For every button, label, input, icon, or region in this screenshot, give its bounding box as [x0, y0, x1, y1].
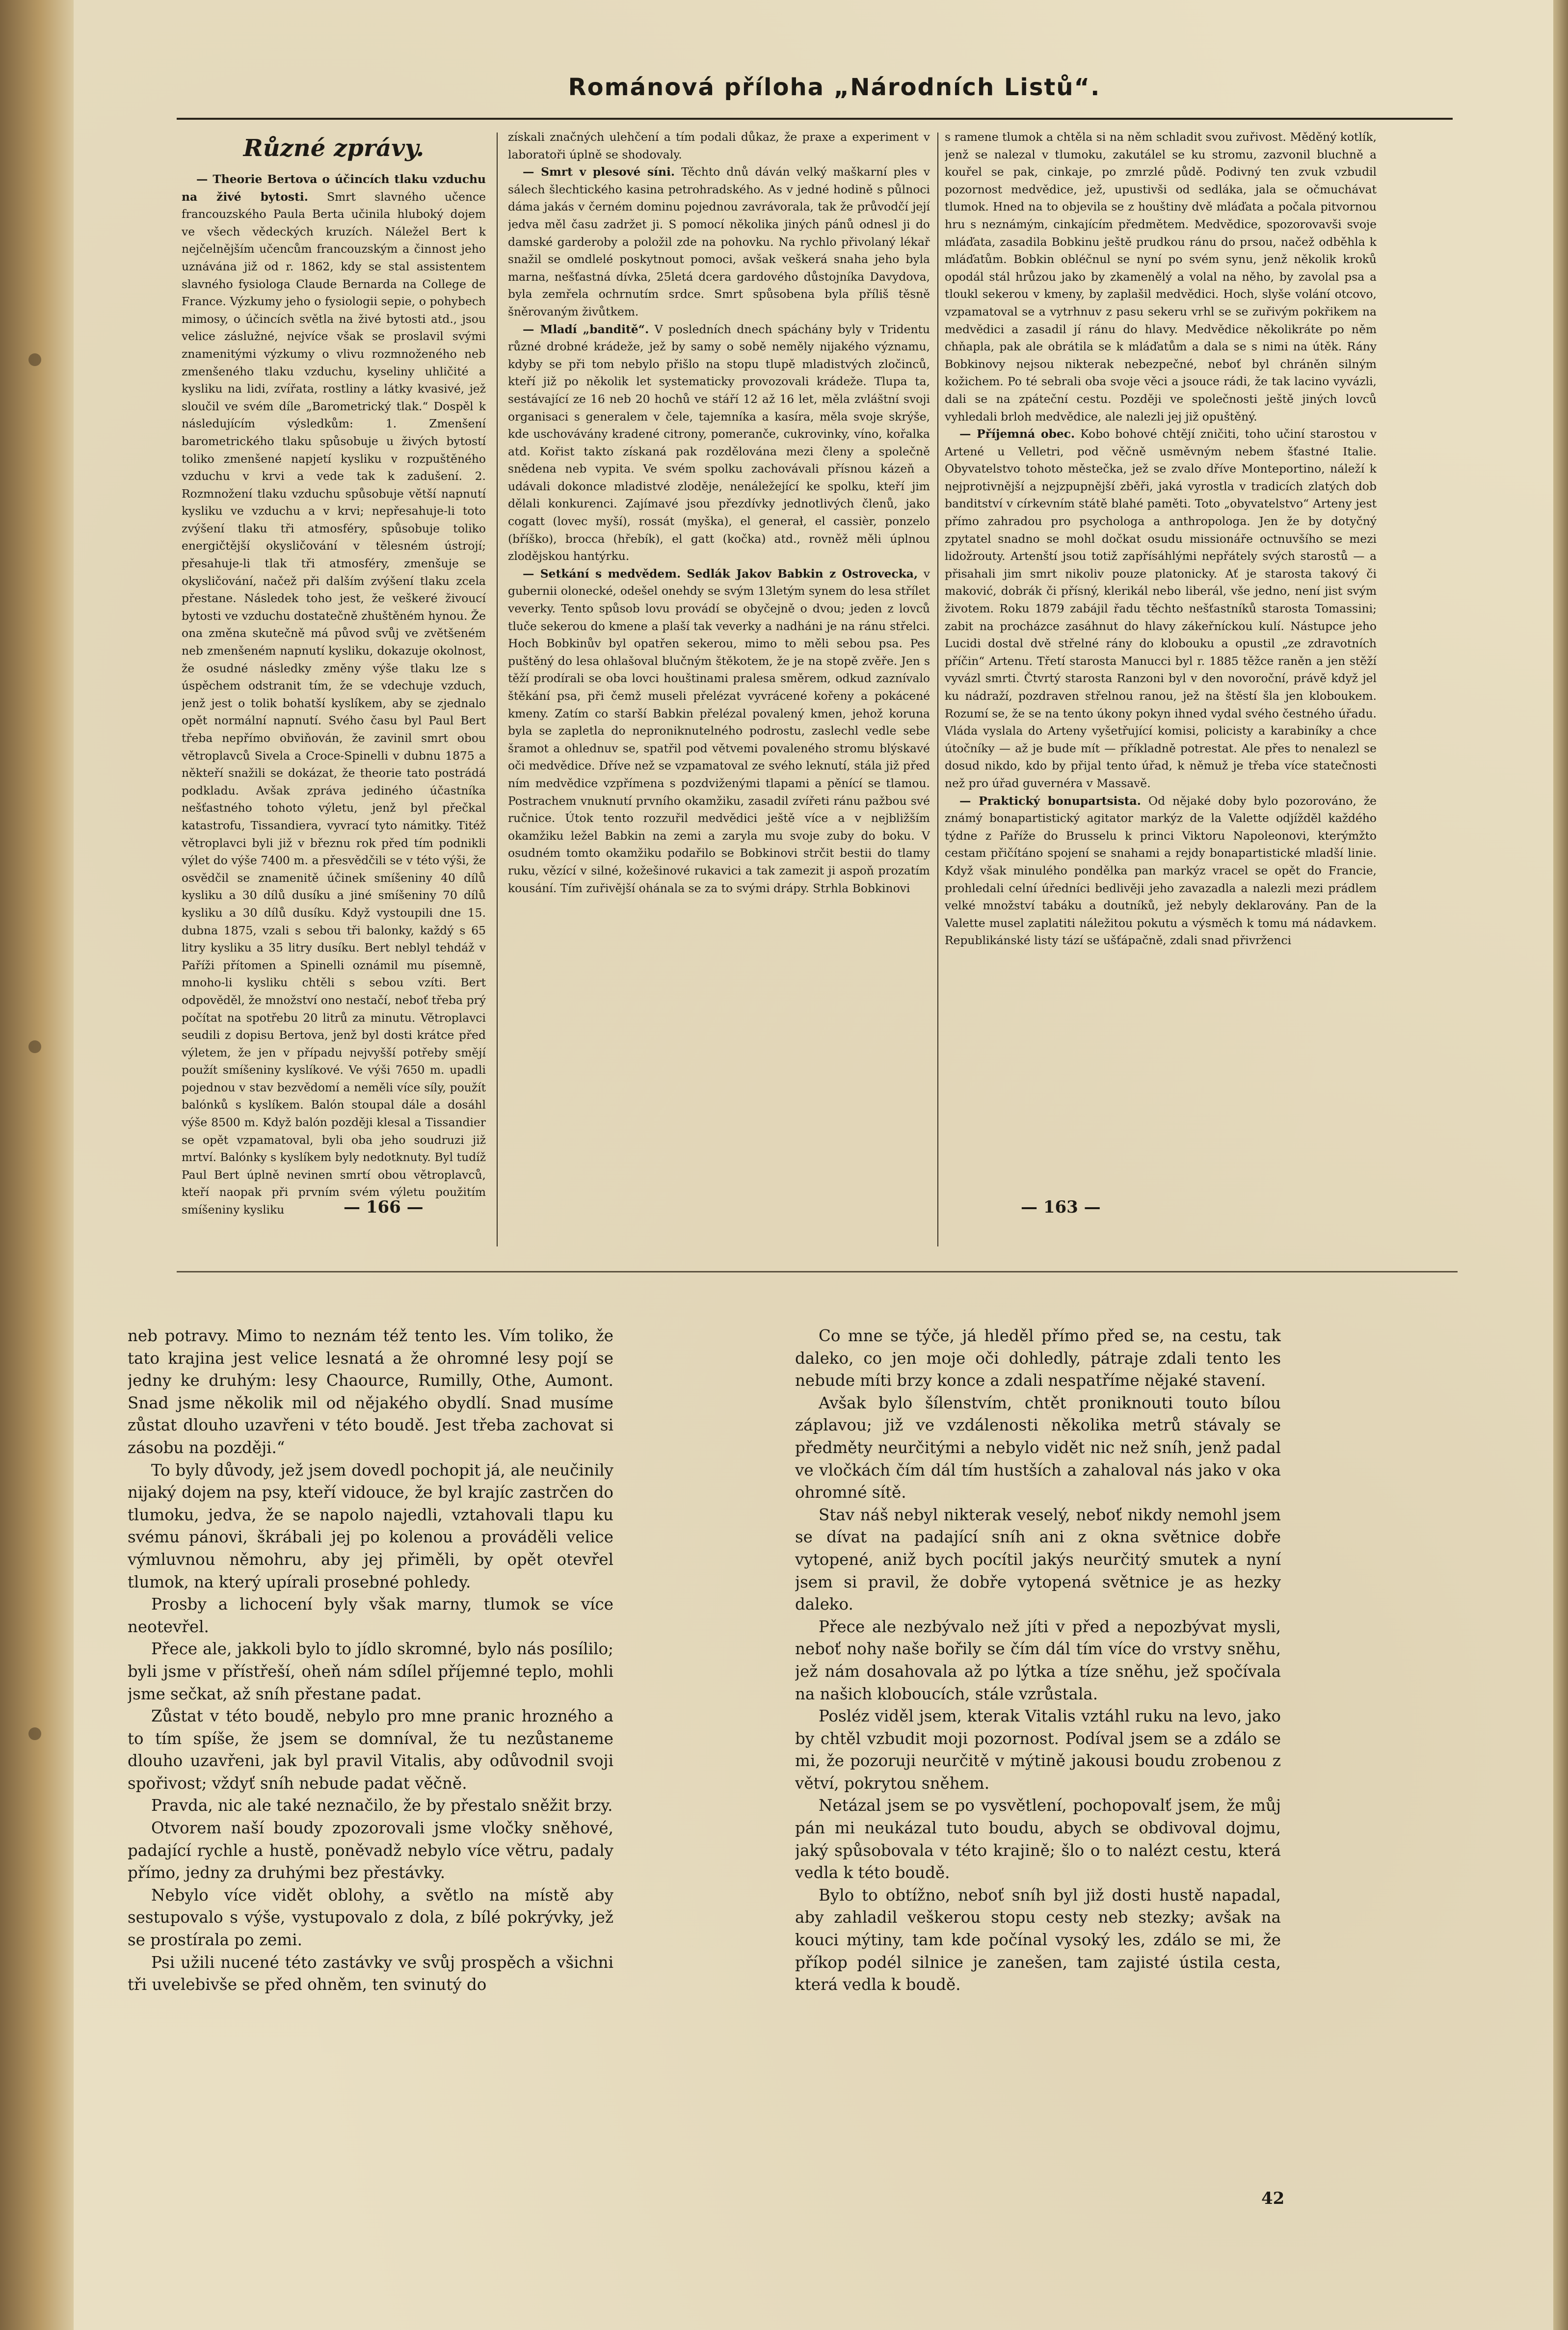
news-item: [508, 321, 930, 565]
page-binding-edge: [0, 0, 74, 2330]
header-rule: [177, 118, 1453, 120]
section-heading: Různé zprávy.: [243, 134, 425, 162]
binding-hole: [28, 353, 41, 366]
news-item-headline: — Setkání s medvědem. Sedlák Jakov Babkin z Ostrovecka,: [523, 566, 918, 581]
supplement-title: Románová příloha „Národních Listů“.: [568, 74, 1101, 101]
binding-hole: [28, 1040, 41, 1053]
novel-paragraph: To byly důvody, jež jsem dovedl pochopit já, ale neučinily nijaký dojem na psy, kteří vidouce, že byl krajíc zastrčen do tlumoku, jedva, že se napolo najedli, vztahovali tlapu ku svému pánovi, škrábali jej po kolenou a prováděli velice výmluvnou němohru, aby jej přiměli, by opět otevřel tlumok, na který upírali prosebné pohledy.: [128, 1460, 613, 1591]
novel-column-left: [128, 1325, 613, 2159]
column-divider: [497, 132, 498, 1246]
news-item-headline: — Mladí „banditě“.: [523, 322, 649, 336]
novel-paragraph: Přece ale, jakkoli bylo to jídlo skromné, bylo nás posílilo; byli jsme v přístřeší, oheň nám sdílel příjemné teplo, mohli jsme sečkat, až sníh přestane padat.: [128, 1640, 613, 1703]
column-divider: [937, 132, 938, 1246]
news-item-text: Kobo bohové chtějí zničiti, toho učiní starostou v Artené u Velletri, pod věčně usměvným nebem šťastné Italie. Obyvatelstvo tohoto městečka, jež se zvalo dříve Monteportino, náleží k nejprotivnější a nejzpupnější zběři, jaká vyrostla v tradicích zlatých dob banditství v církevním státě blahé paměti. Toto „obyvatelstvo“ Arteny jest přímo zahradou pro psychologa a anthropologa. Jen že by dotyčný zpytatel snadno se mohl dočkat osudu missionáře octnuvšího se mezi lidožrouty. Artenští jsou totiž zapřísáhlými nepřátely svých starostů — a přisahali jim smrt nikoliv pouze platonicky. Ať je starosta takový či maković, dobrák či přísný, klerikál nebo liberál, vše jedno, není jist svým životem. Roku 1879 zabájil řadu těchto nešťastníků starosta Tomassini; zabit na procházce zasáhnut do hlavy zákeřníckou kulí. Nástupce jeho Lucidi dostal dvě střelné rány do klobouku a opustil „ze zdravotních příčin“ Artenu. Třetí starosta Manucci byl r. 1885 těžce raněn a jen stěží vyvázl smrti. Čtvrtý starosta Ranzoni byl v den novoroční, právě když jel ku nádraží, pozdraven střelnou ranou, jež na štěstí šla jen kloboukem. Rozumí se, že se na tento úkony pokyn ihned vydal svého čestného úřadu. Vláda vyslala do Arteny vyšetřující komisi, policisty a karabiníky a chce útočníky — až je bude mít — příkladně potrestat. Ale přes to nenalezl se dosud nikdo, kdo by přijal tento úřad, k němuž je třeba více statečnosti než pro úřad guvernéra v Massavě.: [945, 427, 1377, 790]
binding-hole: [28, 1727, 41, 1740]
news-item-text: Smrt slavného učence francouzského Paula Berta učinila hluboký dojem ve všech vědeckých kruzích. Náležel Bert k nejčelnějším učencům francouzským a činnost jeho uznávána již od r. 1862, kdy se stal assistentem slavného fysiologa Claude Bernarda na College de France. Výzkumy jeho o fysiologii sepie, o pohybech mimosy, o účincích světla na živé bytosti atd., jsou velice záslužné, nejvíce však se proslavil svými znamenitými výzkumy o vlivu rozmnoženého neb zmenšeného tlaku vzduchu, kyseliny uhličité a kysliku na lidi, zvířata, rostliny a látky kvasivé, jež sloučil ve svém díle „Barometrický tlak.“ Dospěl k následujícím výsledkům: 1. Zmenšení barometrického tlaku spůsobuje u živých bytostí toliko zmenšené napjetí kysliku v rozpuštěného vzduchu v krvi a vede tak k zadušení. 2. Rozmnožení tlaku vzduchu spůsobuje větší napnutí kysliku ve vzduchu a v krvi; nepřesahuje-li toto zvýšení tlaku tři atmosféry, spůsobuje toliko energičtější okysličování v tělesném ústrojí; přesahuje-li tlak tři atmosféry, zmenšuje se okysličování, načež při dalším zvýšení tlaku zcela přestane. Následek toho jest, že veškeré živoucí bytosti ve vzduchu dostatečně zhuštěném hynou. Že ona změna skutečně má původ svůj ve zvětšeném neb zmenšeném napnutí kysliku, dokazuje okolnost, že osudné následky změny výše tlaku lze s úspěchem odstranit tím, že se vdechuje vzduch, jenž jest o tolik bohatší kyslíkem, aby se zjednalo opět normální napnutí. Svého času byl Paul Bert třeba nepřímo obviňován, že zavinil smrt obou větroplavců Sivela a Croce-Spinelli v dubnu 1875 a někteří snažili se dokázat, že theorie tato postrádá podkladu. Avšak zpráva jediného účastníka nešťastného tohoto výletu, jenž byl přečkal katastrofu, Tissandiera, vyvrací tyto námitky. Titéž větroplavci byli již v březnu rok před tím podnikli výlet do výše 7400 m. a přesvědčili se v této výši, že osvědčil se znamenitě účinek smíšeniny 40 dílů kysliku a 30 dílů dusíku a jiné smíšeniny 70 dílů kysliku a 30 dílů dusíku. Když vystoupili dne 15. dubna 1875, vzali s sebou tři balonky, každý s 65 litry kysliku a 35 litry dusíku. Bert neblyl tehdáž v Paříži přítomen a Spinelli oznámil mu písemně, mnoho-li kysliku chtěli s sebou vzíti. Bert odpověděl, že množství ono nestačí, neboť třeba prý počítat na spotřebu 20 litrů za minutu. Větroplavci seudili z dopisu Bertova, jenž byl dosti krátce před výletem, že jen v případu nejvyšší potřeby smějí použít smíšeniny kyslíkové. Ve výši 7650 m. upadli pojednou v stav bezvědomí a neměli více síly, použít balónků s kyslíkem. Balón stoupal dále a dosáhl výše 8500 m. Když balón později klesal a Tissandier se opět vzpamatoval, byli oba jeho soudruzi již mrtví. Balónky s kyslíkem byly nedotknuty. Byl tudíž Paul Bert úplně nevinen smrtí obou větroplavců, kteří naopak při prvním svém výletu použitím smíšeniny kysliku: [182, 189, 486, 1217]
novel-paragraph: Prosby a lichocení byly však marny, tlumok se více neotevřel.: [128, 1595, 613, 1636]
novel-paragraph: Pravda, nic ale také neznačilo, že by přestalo sněžit brzy.: [151, 1796, 613, 1815]
news-item: [508, 163, 930, 320]
novel-column-right: [795, 1325, 1281, 2159]
news-item: [945, 425, 1377, 792]
news-item-text: v gubernii olonecké, odešel onehdy se svým 13letým synem do lesa střílet veverky. Tento spůsob lovu provádí se obyčejně o dvou; jeden z lovců tluče sekerou do kmene a plaší tak veverky a nadháni je na ránu střelci. Hoch Bobkinův byl opatřen sekerou, mimo to měli sebou psa. Pes puštěný do lesa ohlašoval blučným štěkotem, že je na stopě zvěře. Jen s těží prodírali se oba lovci houštinami pralesa směrem, odkud zaznívalo štěkání psa, při čemž museli přelézat vyvrácené kořeny a pokácené kmeny. Zatím co starší Babkin přelézal povalený kmen, jehož koruna byla se zapletla do neproniknutelného podrostu, zaslechl vedle sebe šramot a ohlednuv se, spatřil pod větvemi povaleného stromu blýskavé oči medvědice. Dříve než se vzpamatoval ze svého leknutí, stála již před ním medvědice vzpřímena s pozdviženými tlapami a pěnící se tlamou. Postrachem vnuknutí prvního okamžiku, zasadil zvířeti ránu pažbou své ručnice. Útok tento rozzuřil medvědici ještě více a v nejbližším okamžiku ležel Babkin na zemi a zaryla mu svoje zuby do boku. V osudném tomto okamžiku podařilo se Bobkinovi strčit bestii do tlamy ruku, vězící v silné, kožešinové rukavici a tak zamezit ji aspoň prozatím kousání. Tím zuřivější ohánala se za to svými drápy. Strhla Bobkinovi: [508, 566, 930, 895]
news-item: [945, 129, 1377, 425]
novel-paragraph: Stav náš nebyl nikterak veselý, neboť nikdy nemohl jsem se dívat na padající sníh ani z okna světnice dobře vytopené, aniž bych pocítil jakýs neurčitý smutek a nyní jsem si pravil, že dobře vytopená světnice je as hezky daleko.: [795, 1505, 1281, 1614]
page-number-right: — 163 —: [1021, 1197, 1101, 1217]
news-item-headline: — Theorie Bertova o účincích tlaku vzduchu na živé bytosti.: [182, 172, 486, 204]
news-item-text: získali značných ulehčení a tím podali důkaz, že praxe a experiment v laboratoři úplně se shodovaly.: [508, 130, 930, 161]
news-item-text: Od nějaké doby bylo pozorováno, že známý bonapartistický agitator markýz de la Valette odjížděl každého týdne z Paříže do Brusselu k princi Viktoru Napoleonovi, kterýmžto cestam přičítáno spojení se snahami a rejdy bonapartistické mladší linie. Když však minulého pondělka pan markýz vracel se opět do Francie, prohledali celní úředníci bedlivěji jeho zavazadla a nalezli mezi prádlem velké množství tabáku a doutníků, jež nebyly deklarovány. Pan de la Valette musel zaplatiti náležitou pokutu a výsměch k tomu má nádavkem. Republikánské listy tází se ušťápačně, zdali snad přivrženci: [945, 794, 1377, 948]
news-item: [508, 129, 930, 163]
news-column-1: [182, 129, 486, 1247]
news-item-text: Těchto dnů dáván velký maškarní ples v sálech šlechtického kasina petrohradského. As v jedné hodině s půlnoci dáma jakás v černém dominu pojednou zavrávorala, tak že průvodčí její jedva měl času zadržet ji. S pomocí několika jiných pánů odnesl ji do damské garderoby a položil zde na pohovku. Na rychlo přivolaný lékař snažil se omdlelé poskytnout pomoci, avšak veškerá snaha jeho byla marna, nešťastná dívka, 25letá dcera gardového důstojníka Davydova, byla zemřela ochrnutím srdce. Smrt spůsobena byla příliš těsně šněrovaným živůtkem.: [508, 165, 930, 318]
novel-paragraph: Netázal jsem se po vysvětlení, pochopovalť jsem, že můj pán mi neukázal tuto boudu, abych se obdivoval dojmu, jaký spůsobovala v této krajině; šlo o to nalézt cestu, která vedla k této boudě.: [795, 1796, 1281, 1882]
novel-paragraph: Nebylo více vidět oblohy, a světlo na místě aby sestupovalo s výše, vystupovalo z dola, z bílé pokrývky, jež se prostírala po zemi.: [128, 1885, 613, 1950]
news-item-headline: — Smrt v plesové síni.: [523, 165, 675, 179]
novel-paragraph: Přece ale nezbývalo než jíti v před a nepozbývat mysli, neboť nohy naše bořily se čím dál tím více do vrstvy sněhu, jež nám dosahovala až po lýtka a tíze sněhu, jež spočívala na našich kloboucích, stále vzrůstala.: [795, 1617, 1281, 1703]
news-item-text: s ramene tlumok a chtěla si na něm schladit svou zuřivost. Měděný kotlík, jenž se nalezal v tlumoku, zakutálel se ku stromu, zazvonil bluchně a kouřel se pak, cinkaje, po zmrzlé půdě. Podivný ten zvuk vzbudil pozornost medvědice, jež, upustivši od sedláka, jala se očmuchávat tlumok. Hned na to objevila se z houštiny dvě mláďata a počala pitvornou hru s neznámým, cinkajícím předmětem. Medvědice, spozorovavši svoje mláďata, zasadila Bobkinu ještě prudkou ránu do prsou, načež odběhla k mláďatům. Bobkin obléčnul se nyní po svém synu, jenž několik kroků opodál stál hrůzou jako by zkamenělý a volal na něho, by zavolal psa a tloukl sekerou v kmeny, by zaplašil medvědici. Hoch, slyše volání otcovo, vzpamatoval se a vytrhnuv z pasu sekeru vrhl se se zuřivým pokřikem na medvědici a zasadil jí ránu do hlavy. Medvědice několikráte po něm chňapla, pak ale obrátila se k mláďatům a dala se s nimi na útěk. Rány Bobkinovy nejsou nikterak nebezpečné, neboť byl chráněn silným kožichem. Po té sebrali oba svoje věci a jsouce rádi, že tak lacino vyvázli, dali se na zpáteční cestu. Později ve společnosti ještě jiných lovců vyhledali brloh medvědice, ale nalezli jej již opuštěný.: [945, 130, 1377, 424]
novel-paragraph: Avšak bylo šílenstvím, chtět proniknouti touto bílou záplavou; již ve vzdálenosti několika metrů stávaly se předměty neurčitými a nebylo vidět nic než sníh, jenž padal ve vločkách čím dál tím hustších a zahaloval nás jako v oka ohromné sítě.: [795, 1393, 1281, 1502]
novel-paragraph: Posléz viděl jsem, kterak Vitalis vztáhl ruku na levo, jako by chtěl vzbudit moji pozornost. Podíval jsem se a zdálo se mi, že pozoruji neurčitě v mýtině jakousi boudu zrobenou z větví, pokrytou sněhem.: [795, 1707, 1281, 1793]
novel-paragraph: Zůstat v této boudě, nebylo pro mne pranic hrozného a to tím spíše, že jsem se domníval, že tu nezůstaneme dlouho uzavřeni, jak byl pravil Vitalis, aby odůvodnil svoji spořivost; vždyť sníh nebude padat věčně.: [128, 1707, 613, 1793]
news-item: [508, 565, 930, 897]
news-column-3: [945, 129, 1377, 1247]
page-right-edge: [1553, 0, 1568, 2330]
novel-paragraph: Psi užili nucené této zastávky ve svůj prospěch a všichni tři uvelebivše se před ohněm, ten svinutý do: [128, 1953, 613, 1994]
novel-paragraph: Co mne se týče, já hleděl přímo před se, na cestu, tak daleko, co jen moje oči dohledly, pátraje zdali tento les nebude míti brzy konce a zdali nespatříme nějaké stavení.: [795, 1326, 1281, 1390]
news-item-headline: — Praktický bonupartsista.: [959, 794, 1141, 808]
news-item: [945, 793, 1377, 950]
news-column-2: [508, 129, 930, 1247]
page-fold-rule: [177, 1271, 1458, 1272]
news-item: [182, 171, 486, 1219]
novel-paragraph: Bylo to obtížno, neboť sníh byl již dosti hustě napadal, aby zahladil veškerou stopu cesty neb stezky; avšak na kouci mýtiny, tam kde počínal vysoký les, zdálo se mi, že příkop podél silnice je zanešen, tam zajisté ústila cesta, která vedla k boudě.: [795, 1885, 1281, 1994]
novel-paragraph: Otvorem naší boudy zpozorovali jsme vločky sněhové, padající rychle a hustě, poněvadž nebylo více větru, padaly přímo, jedny za druhými bez přestávky.: [128, 1819, 613, 1882]
novel-paragraph: neb potravy. Mimo to neznám též tento les. Vím toliko, že tato krajina jest velice lesnatá a že ohromné lesy pojí se jedny ke druhým: lesy Chaource, Rumilly, Othe, Aumont. Snad jsme několik mil od nějakého obydlí. Snad musíme zůstat dlouho uzavřeni v této boudě. Jest třeba zachovat si zásobu na později.“: [128, 1326, 613, 1457]
page-number-left: — 166 —: [344, 1197, 424, 1217]
news-item-text: V posledních dnech spáchány byly v Tridentu různé drobné krádeže, jež by samy o sobě neměly nijakého významu, kdyby se při tom nebylo přišlo na stopu tlupě mladistvých zločinců, kteří již po několik let systematicky provozovali krádeže. Tlupa ta, sestávající ze 16 neb 20 hochů ve stáří 12 až 16 let, měla zvláštní svoji organisaci s generalem v čele, tajemníka a kasíra, měla svoje skrýše, kde uschovávány kradené citrony, pomeranče, cukrovinky, víno, kořalka atd. Kořist takto získaná pak rozdělována mezi členy a společně snědena neb vypita. Ve svém spolku zachovávali přísnou kázeň a udávali dokonce mladistvé zloděje, nenáležející ke spolku, kteří jim dělali konkurenci. Zajímavé jsou přezdívky jednotlivých členů, jako cogatt (lovec myší), rossát (myška), el generał, el cassièr, ponzelo (bříško), brocca (hřebík), el gatt (kočka) atd., rovněž měli úplnou zlodějskou hantýrku.: [508, 322, 930, 563]
news-item-headline: — Příjemná obec.: [959, 427, 1075, 441]
corner-number: 42: [1261, 2189, 1285, 2208]
